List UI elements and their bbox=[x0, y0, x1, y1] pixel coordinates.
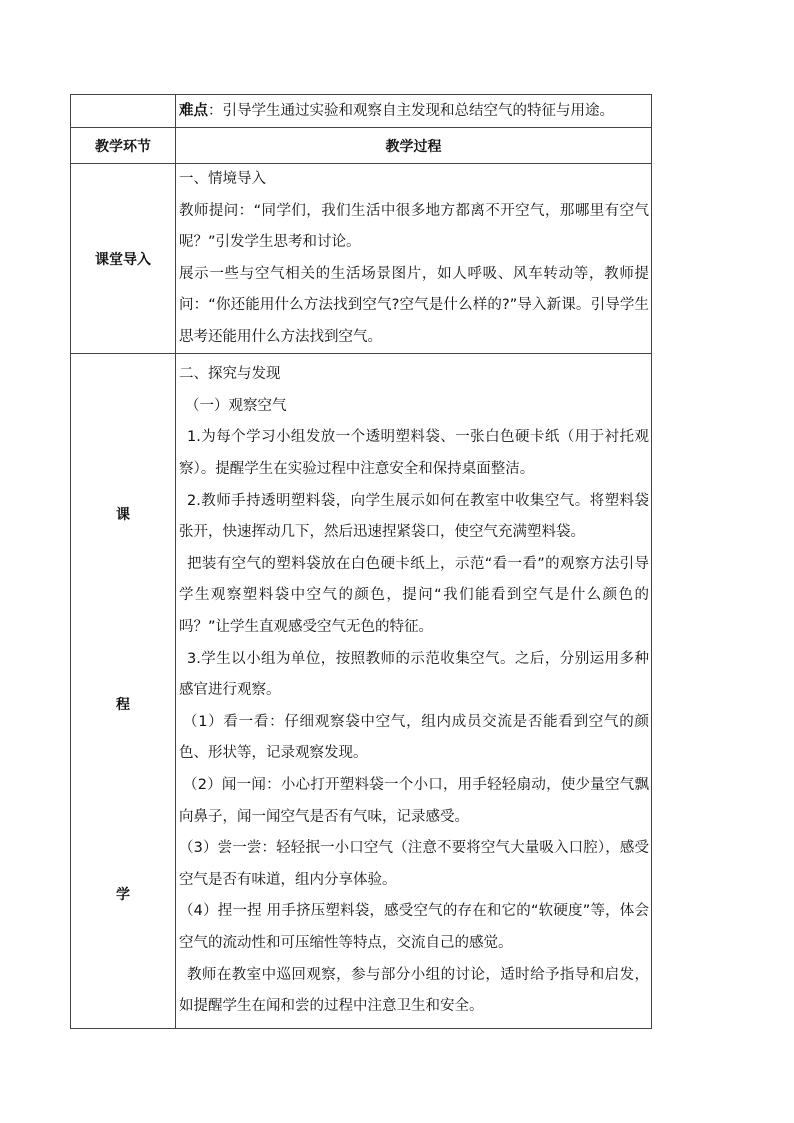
section-intro-content bbox=[176, 164, 652, 354]
process-line: （3）尝一尝：轻轻抿一小口空气（注意不要将空气大量吸入口腔），感受空气是否有味道，组内分享体验。 bbox=[179, 840, 649, 888]
process-line: 把装有空气的塑料袋放在白色硬卡纸上，示范“看一看”的观察方法引导学生观察塑料袋中空气的颜色，提问“我们能看到空气是什么颜色的吗？”让学生直观感受空气无色的特征。 bbox=[179, 555, 649, 636]
process-line: （2）闻一闻：小心打开塑料袋一个小口，用手轻轻扇动，使少量空气飘向鼻子，闻一闻空气是否有气味，记录感受。 bbox=[179, 776, 649, 825]
difficulty-row bbox=[71, 95, 652, 128]
process-line: 教师在教室中巡回观察，参与部分小组的讨论，适时给予指导和启发，如提醒学生在闻和尝的过程中注意卫生和安全。 bbox=[179, 966, 649, 1015]
section-process-row bbox=[71, 354, 652, 1029]
header-teaching-process: 教学过程 bbox=[176, 128, 652, 164]
section-intro-row bbox=[71, 164, 652, 354]
section-intro-label: 课堂导入 bbox=[71, 164, 176, 354]
difficulty-label: 难点 bbox=[179, 103, 208, 119]
process-line: 2.教师手持透明塑料袋，向学生展示如何在教室中收集空气。将塑料袋张开，快速挥动几下，然后迅速捏紧袋口，使空气充满塑料袋。 bbox=[179, 492, 649, 541]
process-line: （4）捏一捏 用手挤压塑料袋，感受空气的存在和它的“软硬度”等，体会空气的流动性和可压缩性等特点，交流自己的感觉。 bbox=[179, 903, 649, 951]
difficulty-text-cell bbox=[176, 95, 652, 128]
process-line: 二、探究与发现 bbox=[179, 366, 281, 383]
process-line: 1.为每个学习小组发放一个透明塑料袋、一张白色硬卡纸（用于衬托观察）。提醒学生在实验过程中注意安全和保持桌面整洁。 bbox=[179, 429, 649, 478]
difficulty-text: ：引导学生通过实验和观察自主发现和总结空气的特征与用途。 bbox=[208, 103, 614, 119]
process-line: 3.学生以小组为单位，按照教师的示范收集空气。之后，分别运用多种感官进行观察。 bbox=[179, 650, 649, 699]
section-process-label bbox=[71, 354, 176, 1029]
process-line: （一）观察空气 bbox=[185, 397, 287, 414]
header-teaching-stage: 教学环节 bbox=[71, 128, 176, 164]
process-line: （1）看一看：仔细观察袋中空气，组内成员交流是否能看到空气的颜色、形状等，记录观察发现。 bbox=[179, 713, 649, 762]
intro-line: 一、情境导入 bbox=[179, 171, 266, 187]
process-label-char: 学 bbox=[116, 887, 130, 903]
section-process-content bbox=[176, 354, 652, 1029]
process-label-char: 课 bbox=[116, 507, 130, 523]
intro-line: 展示一些与空气相关的生活场景图片，如人呼吸、风车转动等，教师提问：“你还能用什么方法找到空气?空气是什么样的?”导入新课。引导学生思考还能用什么方法找到空气。 bbox=[179, 265, 649, 345]
lesson-plan-table bbox=[70, 94, 652, 1029]
difficulty-label-cell bbox=[71, 95, 176, 128]
process-label-char: 程 bbox=[116, 697, 130, 713]
header-row bbox=[71, 128, 652, 164]
intro-line: 教师提问：“同学们，我们生活中很多地方都离不开空气，那哪里有空气呢？”引发学生思考和讨论。 bbox=[179, 202, 649, 250]
